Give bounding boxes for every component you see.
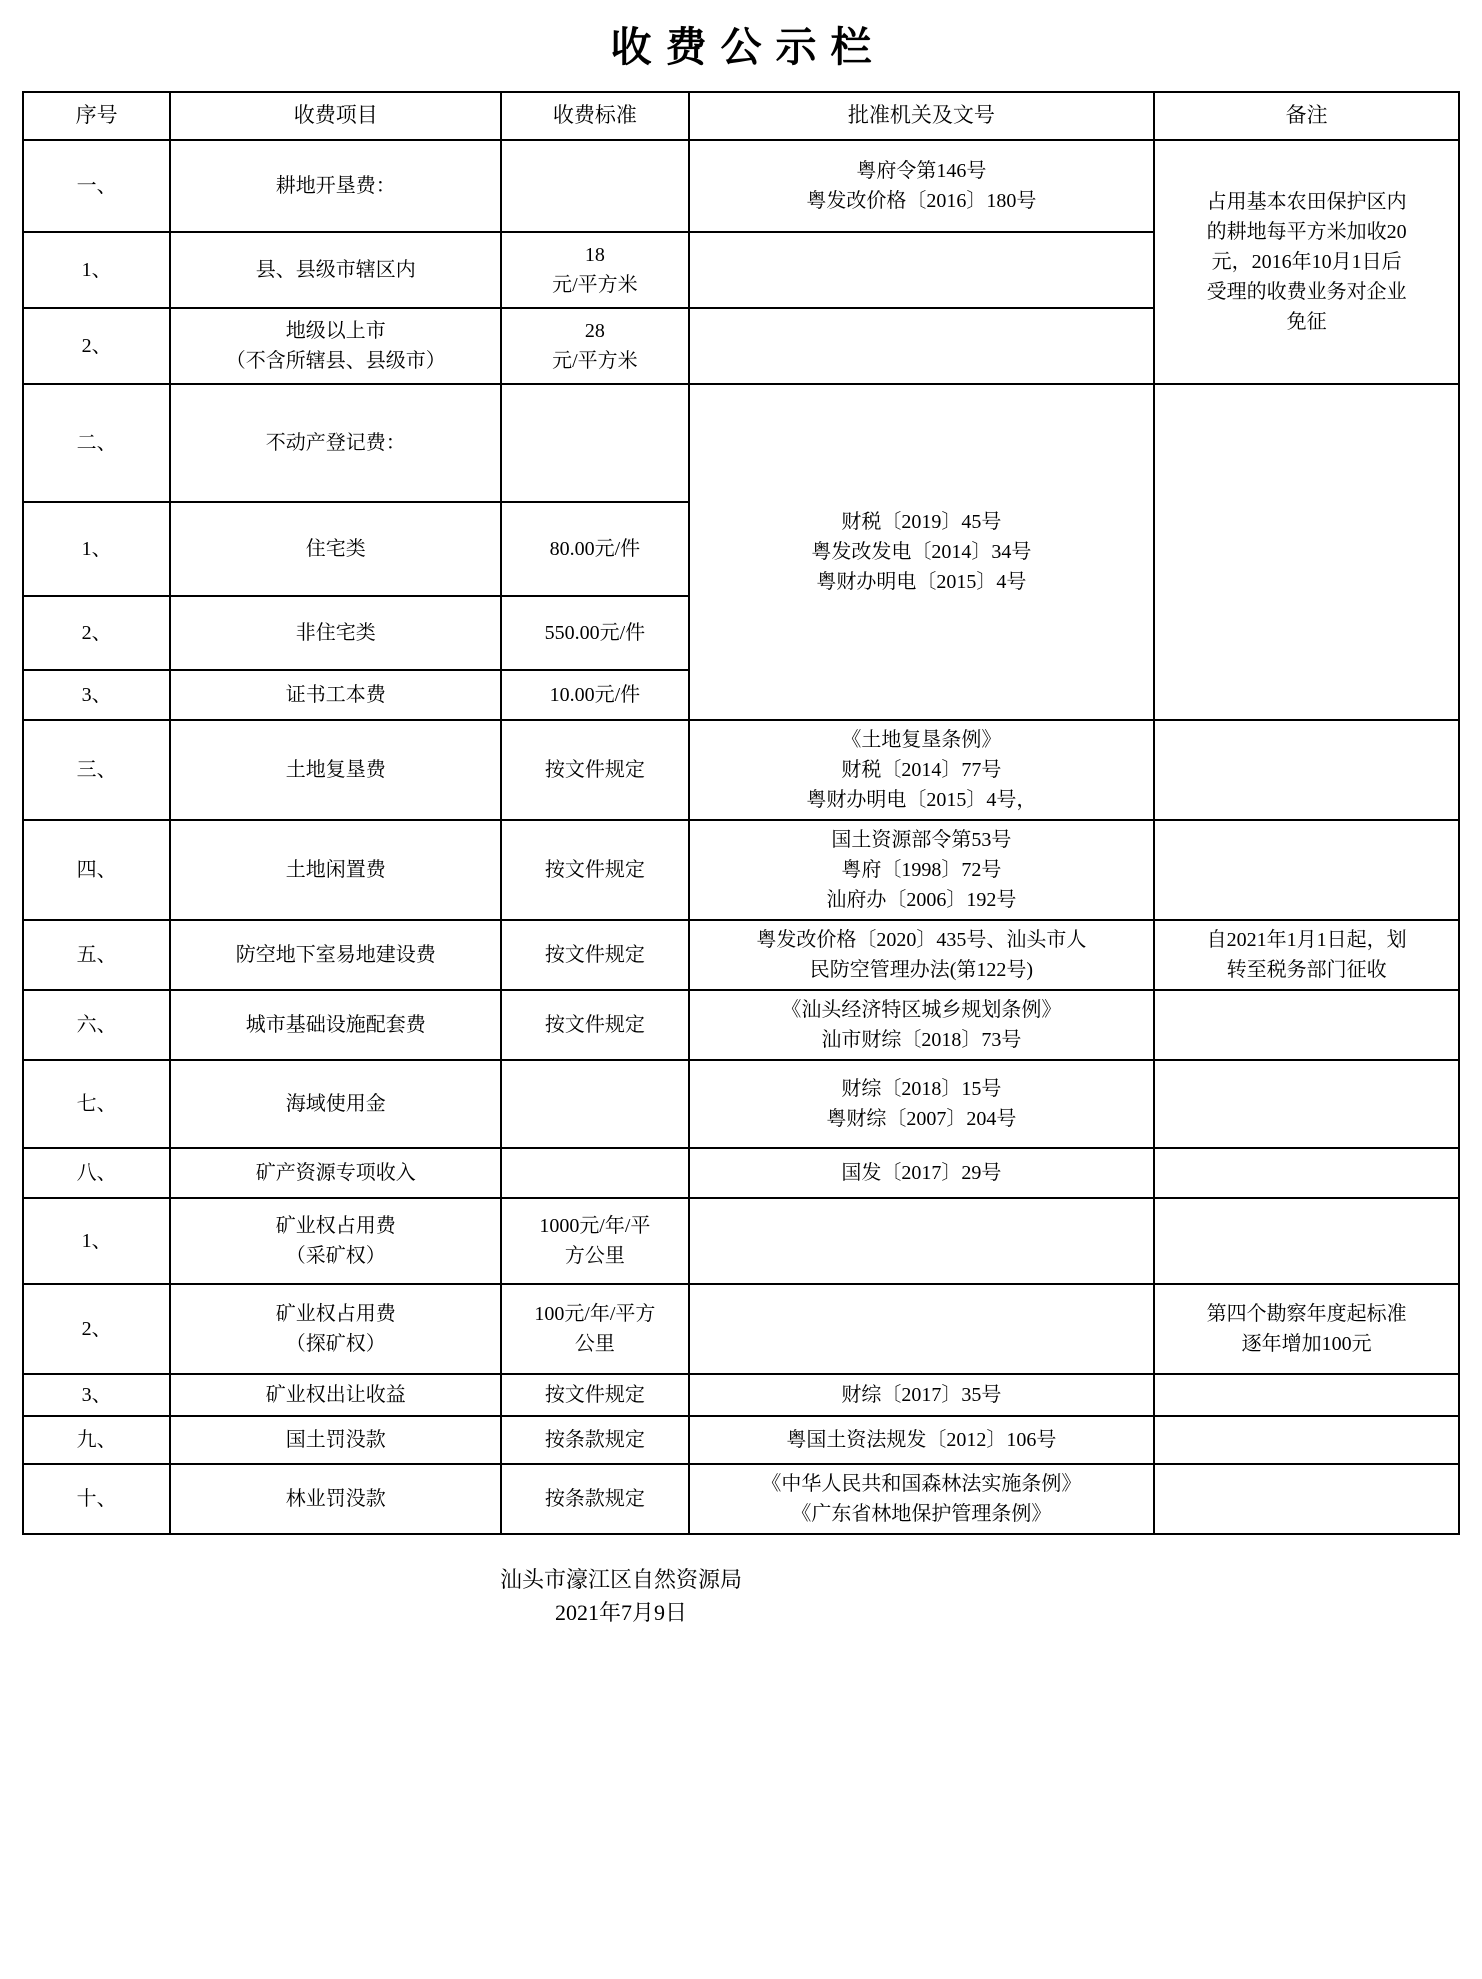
row-item: 土地复垦费: [170, 720, 501, 820]
row-standard: 80.00元/件: [501, 502, 688, 596]
row-approval: [689, 384, 1155, 720]
remark-line: 免征: [1286, 311, 1327, 333]
row-remark: [1154, 1374, 1459, 1416]
header-item: 收费项目: [170, 92, 501, 140]
row-item: [170, 1284, 501, 1374]
standard-line: 元/平方米: [552, 350, 638, 372]
item-line: 县、县级市辖区内: [255, 259, 416, 281]
row-item: 林业罚没款: [170, 1464, 501, 1534]
row-item: [170, 1198, 501, 1284]
table-row: [23, 140, 1459, 232]
row-remark: [1154, 384, 1459, 720]
row-no: 八、: [23, 1148, 170, 1198]
table-row: [23, 1060, 1459, 1148]
item-line: （不含所辖县、县级市）: [225, 350, 446, 372]
row-item: 不动产登记费：: [170, 384, 501, 502]
row-no: 2、: [23, 596, 170, 670]
row-standard: 按条款规定: [501, 1464, 688, 1534]
row-item: 海域使用金: [170, 1060, 501, 1148]
row-item: 防空地下室易地建设费: [170, 920, 501, 990]
row-standard: [501, 232, 688, 308]
row-standard: [501, 308, 688, 384]
row-approval: [689, 1060, 1155, 1148]
row-no: 一、: [23, 140, 170, 232]
table-row: [23, 1416, 1459, 1464]
row-item: 矿业权出让收益: [170, 1374, 501, 1416]
row-no: 四、: [23, 820, 170, 920]
approval-line: 《汕头经济特区城乡规划条例》: [781, 999, 1062, 1021]
approval-line: 财税〔2019〕45号: [841, 511, 1002, 533]
row-remark: [1154, 1060, 1459, 1148]
row-item: 土地闲置费: [170, 820, 501, 920]
approval-line: 粤发改价格〔2020〕435号、汕头市人: [756, 929, 1087, 951]
row-standard: 按文件规定: [501, 990, 688, 1060]
header-standard: 收费标准: [501, 92, 688, 140]
approval-line: 粤财综〔2007〕204号: [826, 1108, 1017, 1130]
item-line: 矿业权占用费: [275, 1215, 396, 1237]
row-item: [170, 308, 501, 384]
remark-line: 受理的收费业务对企业: [1206, 281, 1407, 303]
standard-line: 100元/年/平方: [534, 1303, 656, 1325]
row-remark: [1154, 1198, 1459, 1284]
row-item: 非住宅类: [170, 596, 501, 670]
row-no: 六、: [23, 990, 170, 1060]
header-remark: 备注: [1154, 92, 1459, 140]
table-row: [23, 1374, 1459, 1416]
row-remark: [1154, 1148, 1459, 1198]
row-standard: 按文件规定: [501, 720, 688, 820]
row-approval: [689, 1198, 1155, 1284]
row-no: 五、: [23, 920, 170, 990]
fee-disclosure-table: [22, 91, 1460, 1535]
row-no: 1、: [23, 232, 170, 308]
row-no: 2、: [23, 308, 170, 384]
row-item: 国土罚没款: [170, 1416, 501, 1464]
page-title: 收费公示栏: [610, 24, 886, 70]
row-no: 三、: [23, 720, 170, 820]
table-row: [23, 1148, 1459, 1198]
row-item: 矿产资源专项收入: [170, 1148, 501, 1198]
row-standard: [501, 384, 688, 502]
approval-line: 粤财办明电〔2015〕4号: [816, 571, 1027, 593]
item-line: （采矿权）: [285, 1245, 386, 1267]
row-approval: [689, 820, 1155, 920]
remark-line: 逐年增加100元: [1241, 1333, 1372, 1355]
table-row: [23, 990, 1459, 1060]
row-standard: [501, 1060, 688, 1148]
row-standard: 按条款规定: [501, 1416, 688, 1464]
row-remark: [1154, 720, 1459, 820]
document-footer: [22, 1563, 1460, 1629]
header-approval: 批准机关及文号: [689, 92, 1155, 140]
table-row: [23, 1464, 1459, 1534]
row-no: 2、: [23, 1284, 170, 1374]
approval-line: 财综〔2018〕15号: [841, 1078, 1002, 1100]
approval-line: 汕市财综〔2018〕73号: [821, 1029, 1022, 1051]
row-approval: [689, 720, 1155, 820]
row-approval: 国发〔2017〕29号: [689, 1148, 1155, 1198]
table-row: [23, 384, 1459, 502]
approval-line: 《广东省林地保护管理条例》: [791, 1503, 1052, 1525]
row-approval: [689, 990, 1155, 1060]
row-remark: [1154, 820, 1459, 920]
table-row: [23, 720, 1459, 820]
issue-date: 2021年7月9日: [554, 1600, 687, 1625]
row-standard: [501, 1198, 688, 1284]
row-standard: 550.00元/件: [501, 596, 688, 670]
row-standard: 按文件规定: [501, 1374, 688, 1416]
remark-line: 元，2016年10月1日后: [1211, 251, 1402, 273]
remark-line: 转至税务部门征收: [1226, 959, 1387, 981]
remark-line: 自2021年1月1日起，划: [1206, 929, 1407, 951]
row-standard: 10.00元/件: [501, 670, 688, 720]
row-remark: [1154, 1284, 1459, 1374]
table-row: [23, 1198, 1459, 1284]
row-item: 住宅类: [170, 502, 501, 596]
item-line: （探矿权）: [285, 1333, 386, 1355]
approval-line: 民防空管理办法(第122号): [809, 959, 1034, 981]
row-item: 耕地开垦费：: [170, 140, 501, 232]
item-line: 矿业权占用费: [275, 1303, 396, 1325]
remark-line: 占用基本农田保护区内: [1206, 191, 1407, 213]
row-standard: [501, 1284, 688, 1374]
table-row: [23, 920, 1459, 990]
row-approval: [689, 308, 1155, 384]
standard-line: 公里: [574, 1333, 615, 1355]
row-standard: 按文件规定: [501, 820, 688, 920]
row-approval: [689, 1464, 1155, 1534]
row-remark: [1154, 990, 1459, 1060]
item-line: 地级以上市: [285, 320, 386, 342]
table-row: [23, 1284, 1459, 1374]
approval-line: 粤府〔1998〕72号: [841, 859, 1002, 881]
table-row: [23, 820, 1459, 920]
row-remark: [1154, 1464, 1459, 1534]
approval-line: 《土地复垦条例》: [841, 729, 1002, 751]
row-remark: [1154, 140, 1459, 384]
row-no: 九、: [23, 1416, 170, 1464]
row-standard: [501, 140, 688, 232]
row-item: 城市基础设施配套费: [170, 990, 501, 1060]
row-no: 七、: [23, 1060, 170, 1148]
approval-line: 国土资源部令第53号: [831, 829, 1012, 851]
row-standard: 按文件规定: [501, 920, 688, 990]
row-remark: [1154, 1416, 1459, 1464]
approval-line: 财税〔2014〕77号: [841, 759, 1002, 781]
row-remark: [1154, 920, 1459, 990]
approval-line: 粤府令第146号: [856, 160, 987, 182]
row-approval: [689, 140, 1155, 232]
standard-line: 28: [584, 320, 605, 342]
row-approval: [689, 232, 1155, 308]
row-no: 1、: [23, 1198, 170, 1284]
row-approval: [689, 1284, 1155, 1374]
row-no: 3、: [23, 670, 170, 720]
row-no: 3、: [23, 1374, 170, 1416]
standard-line: 18: [584, 244, 605, 266]
approval-line: 粤发改发电〔2014〕34号: [811, 541, 1032, 563]
standard-line: 元/平方米: [552, 274, 638, 296]
approval-line: 汕府办〔2006〕192号: [826, 889, 1017, 911]
approval-line: 粤财办明电〔2015〕4号，: [806, 789, 1037, 811]
row-standard: [501, 1148, 688, 1198]
row-item: [170, 232, 501, 308]
standard-line: 1000元/年/平: [539, 1215, 651, 1237]
row-no: 十、: [23, 1464, 170, 1534]
row-approval: 粤国土资法规发〔2012〕106号: [689, 1416, 1155, 1464]
row-approval: [689, 920, 1155, 990]
remark-line: 第四个勘察年度起标准: [1206, 1303, 1407, 1325]
row-approval: 财综〔2017〕35号: [689, 1374, 1155, 1416]
approval-line: 粤发改价格〔2016〕180号: [806, 190, 1037, 212]
row-no: 1、: [23, 502, 170, 596]
remark-line: 的耕地每平方米加收20: [1206, 221, 1407, 243]
standard-line: 方公里: [564, 1245, 625, 1267]
issuing-organization: 汕头市濠江区自然资源局: [499, 1567, 742, 1592]
row-no: 二、: [23, 384, 170, 502]
approval-line: 《中华人民共和国森林法实施条例》: [761, 1473, 1082, 1495]
row-item: 证书工本费: [170, 670, 501, 720]
table-header-row: [23, 92, 1459, 140]
header-no: 序号: [23, 92, 170, 140]
